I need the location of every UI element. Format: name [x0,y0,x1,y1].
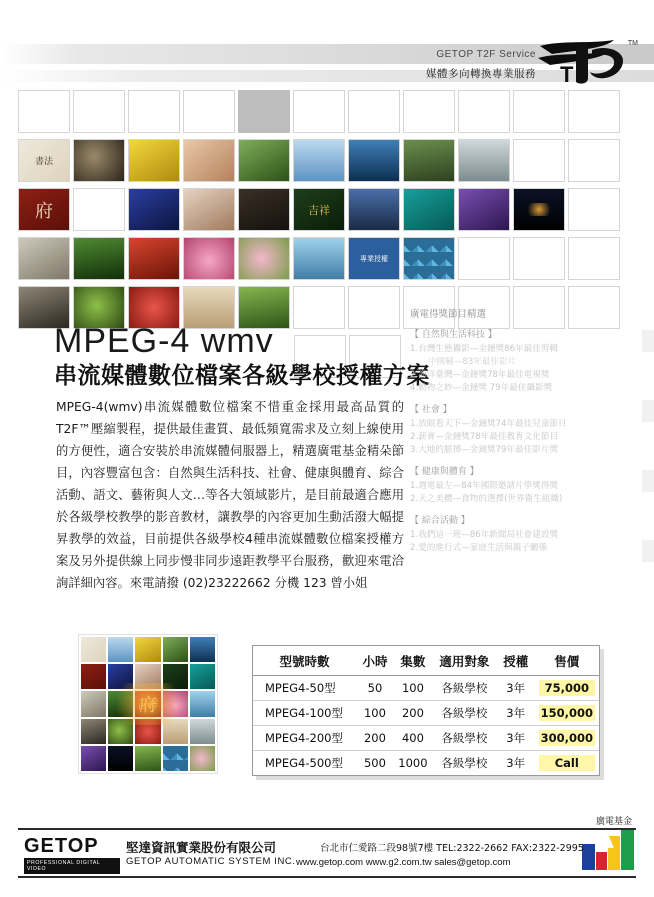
price-highlight: 75,000 [539,680,595,696]
thumbnail-cell[interactable] [73,237,125,280]
awards-item: 中國韃—83年最佳影片 [428,357,517,367]
trademark-mark: TM [627,40,638,47]
awards-group-heading: 【 綜合活動 】 [410,516,470,526]
cell-target: 各級學校 [432,676,497,701]
price-highlight: 150,000 [539,705,595,721]
service-subtitle: 媒體多向轉換專業服務 [426,68,536,80]
awards-item: 2.天之美體—食物的選擇(世界衛生組織) [410,494,563,504]
thumbnail-cell[interactable] [513,188,565,231]
awards-group-heading: 【 健康與體育 】 [410,467,479,477]
thumbnail-cell[interactable] [403,90,455,133]
thumbnail-cell[interactable] [348,139,400,182]
cell-model: MPEG4-500型 [265,756,343,770]
thumbnail-cell[interactable] [73,139,125,182]
thumbnail-cell[interactable] [18,139,70,182]
cell-price [535,751,599,776]
column-header-model: 型號時數 [253,646,356,676]
awards-item: 1.我們這一班—86年新聞局社會建設獎 [410,530,559,540]
thumbnail-cell[interactable] [18,237,70,280]
awards-item: 2.薪膏—金鐘獎78年最佳教育文化節目 [410,432,559,442]
thumbnail-cell[interactable] [73,188,125,231]
page-header [0,0,654,92]
thumbnail-cell[interactable] [238,237,290,280]
getop-tagline: PROFESSIONAL DIGITAL VIDEO [24,858,120,874]
cell-price [535,676,599,701]
cell-target: 各級學校 [441,756,488,770]
table-row [253,751,599,776]
awards-item: 2.海洋臺灣—金鐘獎78年最佳電視獎 [410,370,550,380]
page-edge-mark [642,470,654,492]
thumbnail-cell[interactable] [458,90,510,133]
page-edge-mark [642,330,654,352]
cell-license: 3年 [497,726,535,751]
thumbnail-cell[interactable] [128,188,180,231]
footer-divider-bottom [18,876,636,878]
company-name-cn: 堅達資訊實業股份有限公司 [126,840,277,855]
cell-price [535,726,599,751]
thumbnail-cell[interactable] [403,188,455,231]
cell-target: 各級學校 [432,726,497,751]
price-highlight: 300,000 [539,730,595,746]
thumbnail-cell[interactable] [238,90,290,133]
table-header-row [253,646,599,676]
awards-group-heading: 【 自然與生活科技 】 [410,330,497,340]
company-web-contacts[interactable]: www.getop.com www.g2.com.tw sales@getop.com [296,857,511,868]
thumbnail-cell[interactable] [403,139,455,182]
awards-item: 3.大地的脈搏—金鐘獎79年最佳影片獎 [410,445,559,455]
thumbnail-cell[interactable] [403,237,455,280]
awards-item: 4.動物之妙—金鐘獎 79年最佳攝影獎 [410,383,553,393]
thumbnail-cell[interactable] [293,237,345,280]
cell-episodes: 1000 [398,756,428,770]
thumbnail-cell[interactable] [458,237,510,280]
thumbnail-row [18,237,632,283]
thumbnail-cell[interactable] [348,286,400,329]
cell-model: MPEG4-100型 [253,701,356,726]
awards-item: 1.放眼看天下—金鐘獎74年最佳兒童節目 [410,419,567,429]
thumbnail-cell[interactable] [293,139,345,182]
footer-divider-top [18,828,636,830]
cell-hours: 100 [356,701,394,726]
thumbnail-cell[interactable] [513,90,565,133]
table-row [253,676,599,701]
table-row [253,701,599,726]
thumbnail-cell[interactable] [348,188,400,231]
page-title: MPEG-4 wmv [54,322,274,360]
body-paragraph: MPEG-4(wmv)串流媒體數位檔案不惜重金採用最高品質的 T2F™壓縮製程，提供最佳畫質、最低頻寬需求及立刻上線使用的方便性，適合安裝於串流媒體伺服器上，精選廣電基金精朵節目，內容豐富包含：自然與生活科技、社會、健康與體育、綜合活動、語文、藝術與人文…等各大領域影片，是目前最適合應用於各級學校教學的影音教材，讓教學的內容更加生動活潑大幅提昇教學的效益，目前提供各級學校4種串流媒體數位檔案授權方案及另外提供線上同步慢非同步遠距教學平台服務，歡迎來電洽詢詳細內容。來電請撥 (02)23222662 分機 123 曾小姐 [56,400,404,590]
thumbnail-cell[interactable] [568,139,620,182]
thumbnail-cell[interactable] [513,139,565,182]
thumbnail-cell[interactable] [128,139,180,182]
thumbnail-cell[interactable] [238,139,290,182]
service-title: GETOP T2F Service [436,49,536,60]
company-name-en: GETOP AUTOMATIC SYSTEM INC. [126,856,296,867]
thumbnail-cell[interactable] [568,188,620,231]
cell-target: 各級學校 [432,701,497,726]
thumbnail-cell[interactable] [183,90,235,133]
thumbnail-cell[interactable] [238,188,290,231]
thumbnail-cell[interactable] [568,90,620,133]
thumbnail-cell[interactable] [293,286,345,329]
getop-wordmark: GETOP [24,835,99,857]
cell-license: 3年 [497,701,535,726]
thumbnail-cell[interactable] [348,237,400,280]
thumbnail-cell[interactable] [73,90,125,133]
thumbnail-cell[interactable] [293,90,345,133]
thumbnail-row [18,188,632,234]
cell-price [535,701,599,726]
awards-item: 1.台灣生態攝影—金鐘獎86年最佳剪輯 [410,344,559,354]
broadcast-fund-icon [582,828,634,872]
thumbnail-cell[interactable] [348,90,400,133]
thumbnail-cell[interactable] [458,139,510,182]
sample-thumbnail-mosaic [78,634,218,774]
table-row [253,726,599,751]
thumbnail-row [18,90,632,136]
cell-model: MPEG4-200型 [253,726,356,751]
awards-list [410,306,642,555]
pricing-table [252,645,600,776]
page-edge-mark [642,400,654,422]
thumbnail-row [18,139,632,185]
page-subtitle: 串流媒體數位檔案各級學校授權方案 [54,363,430,389]
awards-title: 廣電得獎節目精選 [410,309,487,320]
thumbnail-cell[interactable] [513,237,565,280]
cell-episodes: 100 [394,676,432,701]
thumbnail-cell[interactable] [183,139,235,182]
column-header-episodes: 集數 [394,646,432,676]
cell-license: 3年 [497,676,535,701]
column-header-hours: 小時 [356,646,394,676]
cell-episodes: 200 [394,701,432,726]
company-address: 台北市仁愛路二段98號7樓 TEL:2322-2662 FAX:2322-2995 [320,843,584,854]
awards-item: 2.愛的進行式—家庭生活與親子關係 [410,543,548,553]
column-header-target: 適用對象 [432,646,497,676]
cell-episodes: 400 [394,726,432,751]
cell-hours: 200 [356,726,394,751]
cell-hours: 500 [363,756,386,770]
column-header-price: 售價 [535,646,599,676]
thumbnail-cell[interactable] [128,237,180,280]
thumbnail-cell[interactable] [183,188,235,231]
thumbnail-cell[interactable] [568,237,620,280]
column-header-license: 授權 [497,646,535,676]
thumbnail-cell[interactable] [293,188,345,231]
thumbnail-cell[interactable] [183,237,235,280]
page-edge-mark [642,540,654,562]
awards-group-heading: 【 社會 】 [410,405,452,415]
cell-hours: 50 [356,676,394,701]
cell-model: MPEG4-50型 [253,676,356,701]
thumbnail-cell[interactable] [458,188,510,231]
thumbnail-cell[interactable] [128,90,180,133]
thumbnail-cell[interactable] [18,188,70,231]
fund-label: 廣電基金 [595,817,632,827]
t2f-logo-icon [536,38,632,86]
price-highlight[interactable]: Call [539,755,595,771]
svg-text:T: T [560,62,574,86]
awards-item: 1.週電最左—84年國際邀請片學獎得獎 [410,481,559,491]
cell-license: 3年 [506,756,526,770]
thumbnail-cell[interactable] [18,90,70,133]
getop-logo [24,836,120,875]
